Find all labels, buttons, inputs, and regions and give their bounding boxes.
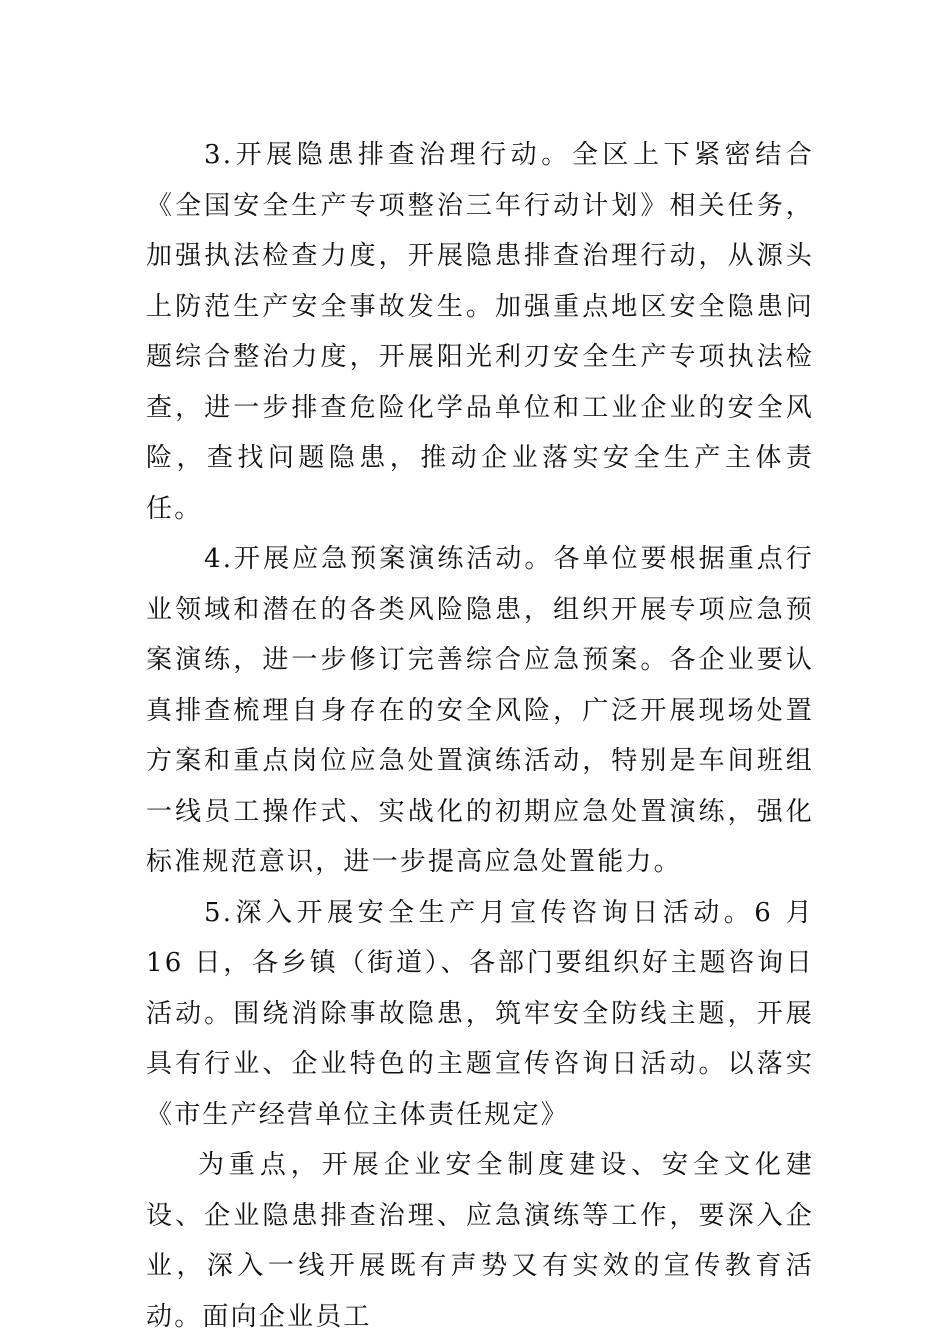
paragraph-item-3: 3.开展隐患排查治理行动。全区上下紧密结合《全国安全生产专项整治三年行动计划》相关任务，加强执法检查力度，开展隐患排查治理行动，从源头上防范生产安全事故发生。加强重点地区安全隐患问题综合整治力度，开展阳光利刃安全生产专项执法检查，进一步排查危险化学品单位和工业企业的安全风险，查找问题隐患，推动企业落实安全生产主体责任。: [146, 140, 814, 524]
paragraph-item-5: 5.深入开展安全生产月宣传咨询日活动。6 月 16 日，各乡镇（街道）、各部门要组织好主题咨询日活动。围绕消除事故隐患，筑牢安全防线主题，开展具有行业、企业特色的主题宣传咨询日活动。以落实《市生产经营单位主体责任规定》: [146, 897, 814, 1130]
document-body: [146, 130, 814, 1342]
paragraph-item-4: 4.开展应急预案演练活动。各单位要根据重点行业领域和潜在的各类风险隐患，组织开展专项应急预案演练，进一步修订完善综合应急预案。各企业要认真排查梳理自身存在的安全风险，广泛开展现场处置方案和重点岗位应急处置演练活动，特别是车间班组一线员工操作式、实战化的初期应急处置演练，强化标准规范意识，进一步提高应急处置能力。: [146, 544, 814, 877]
paragraph-item-5-continued: 为重点，开展企业安全制度建设、安全文化建设、企业隐患排查治理、应急演练等工作，要深入企业，深入一线开展既有声势又有实效的宣传教育活动。面向企业员工: [146, 1150, 814, 1332]
